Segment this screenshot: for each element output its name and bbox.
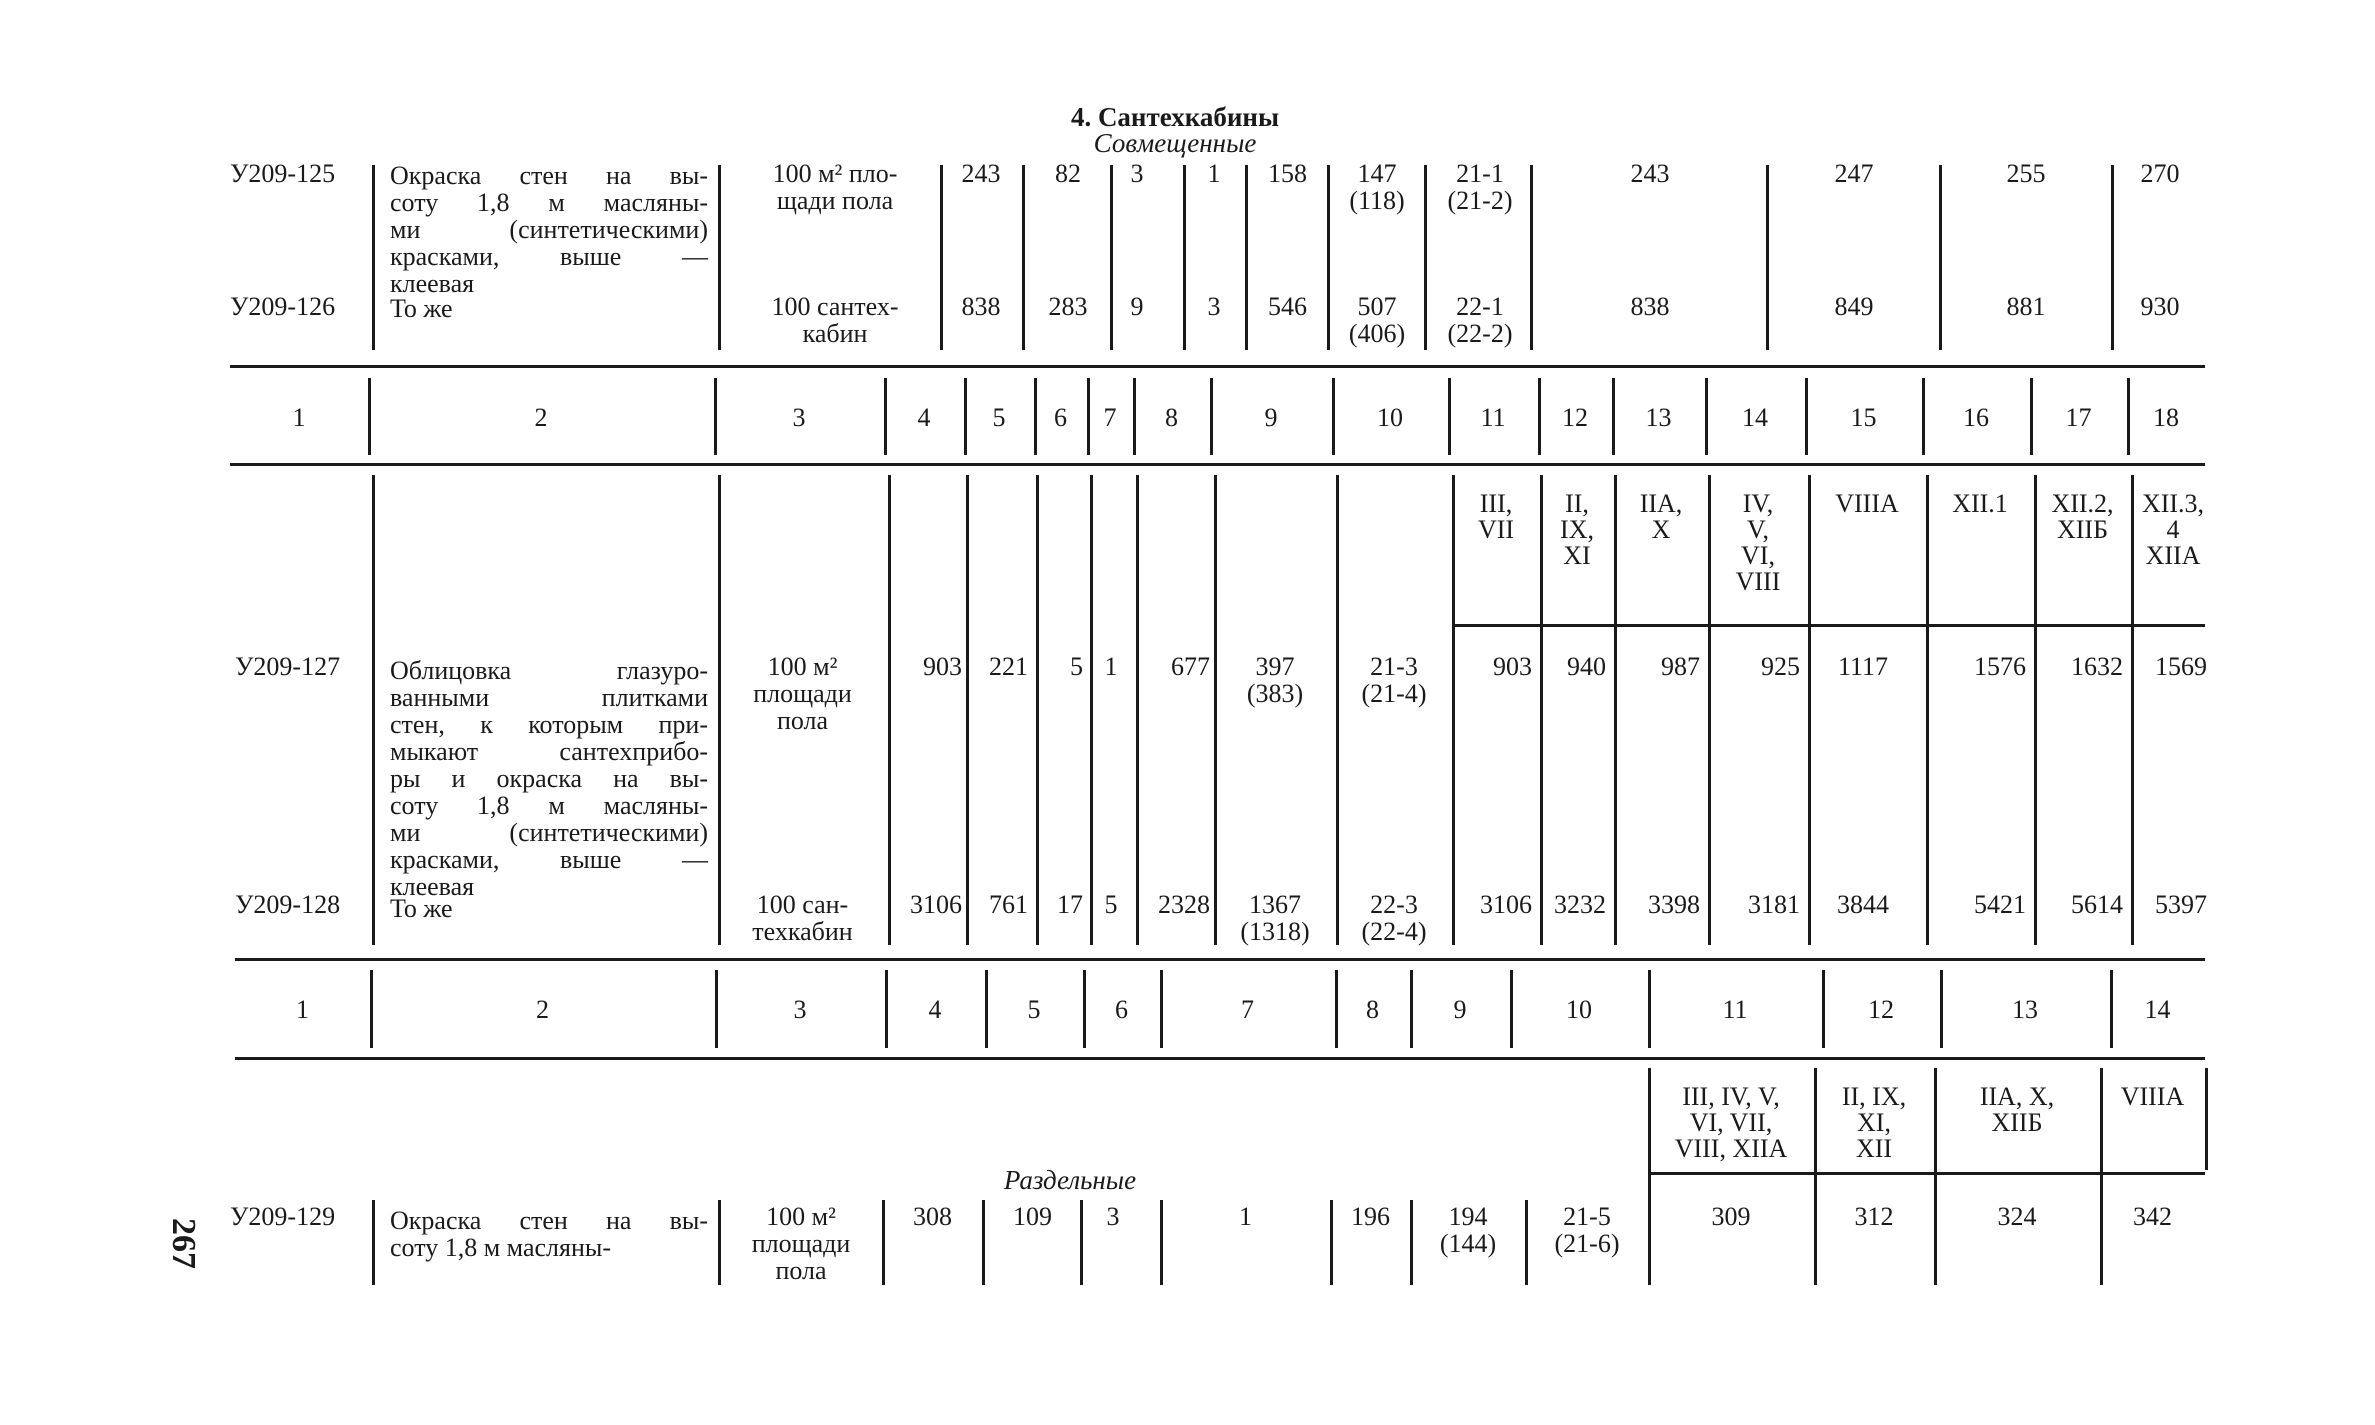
cell-c10: 22-3 [1370, 890, 1418, 919]
cell-zone-value: 3398 [1648, 890, 1700, 919]
zone-label: VIIIA [2120, 1082, 2185, 1111]
row-unit: 100 сан- [756, 890, 849, 919]
cell-zone-value: 5614 [2071, 890, 2123, 919]
column-divider [1766, 165, 1769, 350]
column-number: 16 [1963, 403, 1989, 432]
cell-c6: 3 [1130, 159, 1144, 188]
zone-label: II, [1565, 489, 1589, 518]
column-number: 5 [1027, 995, 1041, 1024]
cell-c5: 761 [989, 890, 1028, 919]
cell-c5: 109 [1013, 1202, 1052, 1231]
zone-label: XII.1 [1952, 489, 2008, 518]
row-description: То же [390, 894, 453, 923]
column-number: 4 [928, 995, 942, 1024]
cell-c8: 2328 [1158, 890, 1210, 919]
row-description: соту 1,8 м масляны- [390, 791, 708, 820]
column-divider [1424, 165, 1427, 350]
cell-c10: (21-6) [1554, 1229, 1620, 1258]
column-divider [714, 378, 717, 455]
row-code: У209-125 [230, 159, 336, 188]
column-divider [1133, 378, 1136, 455]
row-description: соту 1,8 м масляны- [390, 188, 708, 217]
cell-c10: 21-3 [1370, 652, 1418, 681]
table-rule [235, 1057, 2205, 1060]
column-number: 4 [917, 403, 931, 432]
table-rule [1650, 1172, 2205, 1175]
column-divider [1448, 378, 1451, 455]
column-number: 10 [1377, 403, 1403, 432]
row-description: То же [390, 294, 453, 323]
column-number: 2 [536, 995, 549, 1024]
zone-label: VIIIA [1835, 489, 1899, 518]
row-description: Окраска стен на вы- [390, 1206, 708, 1235]
column-number: 2 [534, 403, 548, 432]
row-description: ми (синтетическими) [390, 818, 708, 847]
column-divider [884, 378, 887, 455]
cell-zone-value: 1117 [1837, 652, 1889, 681]
row-description: клеевая [390, 872, 475, 901]
column-divider [964, 378, 967, 455]
column-number: 15 [1850, 403, 1877, 432]
zone-label: XII [1855, 1134, 1893, 1163]
zone-label: IIA, [1639, 489, 1683, 518]
column-number: 3 [793, 995, 807, 1024]
row-unit: 100 м² [766, 1202, 836, 1231]
zone-label: XIIБ [1991, 1108, 2043, 1137]
column-divider [888, 475, 891, 945]
cell-c10: (21-2) [1447, 186, 1513, 215]
table-rule [235, 958, 2205, 961]
cell-zone-value: 3106 [1480, 890, 1532, 919]
column-divider [2127, 378, 2130, 455]
column-divider [718, 165, 721, 350]
zone-label: VI, [1741, 541, 1775, 570]
cell-c7: 1 [1239, 1202, 1252, 1231]
section-subtitle-separate: Раздельные [1003, 1165, 1137, 1195]
column-divider [1530, 165, 1533, 350]
column-divider [1940, 970, 1943, 1048]
cell-c5: 221 [989, 652, 1028, 681]
column-number: 11 [1722, 995, 1748, 1024]
zone-label: IV, [1742, 489, 1774, 518]
cell-c4: 903 [923, 652, 962, 681]
column-divider [966, 475, 969, 945]
column-divider [1214, 475, 1217, 945]
column-divider [372, 165, 375, 350]
cell-c8: 677 [1171, 652, 1210, 681]
cell-c6: 17 [1057, 890, 1083, 919]
cell-c10: (22-4) [1361, 917, 1427, 946]
table-rule [230, 365, 2205, 368]
column-divider [1510, 970, 1513, 1048]
column-divider [1332, 378, 1335, 455]
cell-c8: 546 [1268, 292, 1307, 321]
column-divider [1452, 475, 1455, 945]
cell-c4: 243 [961, 159, 1001, 188]
column-divider [1083, 970, 1086, 1048]
column-divider [718, 1200, 721, 1285]
cell-zone-value: 925 [1761, 652, 1800, 681]
cell-c9: (383) [1246, 679, 1304, 708]
zone-label: XII.2, [2051, 489, 2114, 518]
row-unit: пола [776, 706, 829, 735]
column-divider [1926, 475, 1929, 945]
column-divider [1022, 165, 1025, 350]
row-code: У209-127 [235, 652, 341, 681]
column-number: 18 [2153, 403, 2179, 432]
cell-c7: 5 [1104, 890, 1118, 919]
cell-zone-value: 930 [2140, 292, 2180, 321]
column-divider [1538, 378, 1541, 455]
column-number: 6 [1054, 403, 1067, 432]
section-subtitle-combined: Совмещенные [1093, 128, 1257, 158]
column-divider [1335, 970, 1338, 1048]
row-code: У209-126 [230, 292, 336, 321]
column-divider [1036, 475, 1039, 945]
cell-c6: 5 [1070, 652, 1083, 681]
column-divider [940, 165, 943, 350]
column-number: 13 [1645, 403, 1672, 432]
zone-label: II, IX, [1841, 1082, 1907, 1111]
row-code: У209-129 [230, 1202, 336, 1231]
column-divider [715, 970, 718, 1048]
row-description: Окраска стен на вы- [390, 161, 708, 190]
column-divider [1922, 378, 1925, 455]
cell-zone-value: 1569 [2155, 652, 2207, 681]
cell-c9: (1318) [1240, 917, 1310, 946]
cell-zone-value: 247 [1834, 159, 1874, 188]
column-divider [1183, 165, 1186, 350]
row-unit: пола [775, 1256, 827, 1285]
cell-c10: 21-5 [1563, 1202, 1611, 1231]
cell-c6: 3 [1106, 1202, 1120, 1231]
section-title: 4. Сантехкабины [1070, 102, 1280, 132]
column-divider [1087, 378, 1090, 455]
column-divider [1327, 165, 1330, 350]
column-number: 9 [1264, 403, 1278, 432]
zone-label: III, IV, V, [1682, 1082, 1780, 1111]
column-number: 8 [1165, 403, 1178, 432]
column-divider [1410, 970, 1413, 1048]
zone-label: VI, VII, [1689, 1108, 1773, 1137]
cell-c7: 1 [1207, 159, 1221, 188]
row-unit: щади пола [776, 186, 894, 215]
cell-c6: 9 [1130, 292, 1144, 321]
cell-c10: (21-4) [1361, 679, 1427, 708]
table-rule [230, 463, 2205, 466]
cell-c7: 1 [1104, 652, 1118, 681]
zone-label: XIIБ [2056, 515, 2109, 544]
column-number: 12 [1868, 995, 1894, 1024]
cell-zone-value: 270 [2140, 159, 2180, 188]
row-unit: техкабин [752, 917, 853, 946]
cell-c9: 397 [1255, 652, 1295, 681]
column-divider [1939, 165, 1942, 350]
column-number: 9 [1453, 995, 1467, 1024]
cell-zone-value: 1632 [2071, 652, 2123, 681]
column-number: 7 [1103, 403, 1117, 432]
column-divider [368, 378, 371, 455]
column-divider [885, 970, 888, 1048]
cell-c8: 158 [1268, 159, 1307, 188]
cell-zone-value: 849 [1834, 292, 1874, 321]
column-divider [1705, 378, 1708, 455]
cell-c7: 3 [1207, 292, 1221, 321]
column-number: 17 [2065, 403, 2092, 432]
zone-label: X [1651, 515, 1671, 544]
row-description: соту 1,8 м масляны- [390, 1233, 611, 1262]
cell-c8: 196 [1351, 1202, 1390, 1231]
column-divider [1805, 378, 1808, 455]
column-divider [2030, 378, 2033, 455]
cell-zone-value: 903 [1493, 652, 1532, 681]
table-rule [1455, 624, 2205, 627]
zone-label: XI [1563, 541, 1591, 570]
row-description: красками, выше — [390, 242, 708, 271]
cell-c9: 1367 [1249, 890, 1301, 919]
column-divider [2111, 165, 2114, 350]
cell-zone-value: 3181 [1748, 890, 1800, 919]
zone-label: III, [1479, 489, 1513, 518]
zone-label: XIIA [2145, 541, 2201, 570]
zone-label: VIII, XIIA [1674, 1134, 1788, 1163]
column-number: 3 [792, 403, 806, 432]
column-divider [372, 475, 375, 945]
cell-zone-value: 3844 [1837, 890, 1889, 919]
cell-c9: 194 [1448, 1202, 1488, 1231]
row-description: стен, к которым при- [390, 710, 708, 739]
row-description: ми (синтетическими) [390, 215, 708, 244]
cell-c9: 147 [1357, 159, 1397, 188]
cell-zone-value: 5421 [1974, 890, 2026, 919]
zone-label: XII.3, [2141, 489, 2205, 518]
column-divider [1245, 165, 1248, 350]
column-number: 14 [1742, 403, 1768, 432]
zone-label: V, [1747, 515, 1769, 544]
column-divider [372, 1200, 375, 1285]
row-unit: площади [753, 679, 852, 708]
column-number: 12 [1562, 403, 1588, 432]
cell-zone-value: 255 [2006, 159, 2046, 188]
row-unit: 100 м² [767, 652, 838, 681]
cell-zone-value: 1576 [1974, 652, 2026, 681]
column-divider [1614, 475, 1617, 945]
row-unit: 100 м² пло- [772, 159, 898, 188]
cell-c5: 82 [1055, 159, 1081, 188]
row-description: ры и окраска на вы- [390, 764, 708, 793]
cell-c4: 308 [913, 1202, 952, 1231]
cell-zone-value: 5397 [2155, 890, 2207, 919]
column-divider [2034, 475, 2037, 945]
column-number: 10 [1566, 995, 1592, 1024]
cell-zone-value: 309 [1711, 1202, 1751, 1231]
column-divider [2110, 970, 2113, 1048]
cell-zone-value: 324 [1997, 1202, 2037, 1231]
column-number: 13 [2012, 995, 2038, 1024]
row-description: ванными плитками [390, 683, 708, 712]
cell-zone-value: 838 [1630, 292, 1670, 321]
zone-label: IIA, X, [1979, 1082, 2055, 1111]
column-number: 6 [1115, 995, 1128, 1024]
cell-zone-value: 987 [1661, 652, 1700, 681]
column-divider [1110, 165, 1113, 350]
row-unit: площади [751, 1229, 851, 1258]
cell-zone-value: 312 [1854, 1202, 1894, 1231]
column-number: 1 [292, 403, 306, 432]
row-code: У209-128 [235, 890, 341, 919]
column-divider [2205, 1068, 2208, 1170]
cell-c9: (118) [1349, 186, 1405, 215]
cell-zone-value: 342 [2133, 1202, 2172, 1231]
column-divider [1648, 970, 1651, 1048]
cell-c10: 21-1 [1456, 159, 1504, 188]
cell-zone-value: 243 [1630, 159, 1670, 188]
cell-c10: 22-1 [1456, 292, 1504, 321]
zone-label: VII [1477, 515, 1515, 544]
zone-label: 4 [2166, 515, 2180, 544]
page-number: 267 [165, 1218, 202, 1269]
column-number: 14 [2144, 995, 2171, 1024]
cell-c4: 3106 [910, 890, 962, 919]
cell-c4: 838 [961, 292, 1001, 321]
column-divider [1822, 970, 1825, 1048]
row-description: красками, выше — [390, 845, 708, 874]
column-divider [1210, 378, 1213, 455]
zone-label: IX, [1560, 515, 1594, 544]
row-description: клеевая [390, 269, 475, 298]
cell-c10: (22-2) [1447, 319, 1513, 348]
column-divider [1612, 378, 1615, 455]
column-divider [1336, 475, 1339, 945]
column-divider [370, 970, 373, 1048]
cell-zone-value: 881 [2006, 292, 2046, 321]
zone-label: XI, [1857, 1108, 1891, 1137]
column-divider [1160, 970, 1163, 1048]
cell-c9: (406) [1348, 319, 1406, 348]
cell-zone-value: 3232 [1554, 890, 1606, 919]
cell-c5: 283 [1048, 292, 1088, 321]
column-divider [1136, 475, 1139, 945]
column-number: 7 [1241, 995, 1254, 1024]
cell-zone-value: 940 [1567, 652, 1606, 681]
row-unit: кабин [802, 319, 868, 348]
cell-c9: (144) [1439, 1229, 1497, 1258]
column-divider [1034, 378, 1037, 455]
row-description: Облицовка глазуро- [390, 656, 708, 685]
row-unit: 100 сантех- [771, 292, 899, 321]
column-number: 8 [1366, 995, 1379, 1024]
column-number: 5 [992, 403, 1006, 432]
column-divider [985, 970, 988, 1048]
column-number: 1 [296, 995, 309, 1024]
column-divider [1808, 475, 1811, 945]
zone-label: VIII [1735, 567, 1781, 596]
row-description: мыкают сантехприбо- [390, 737, 708, 766]
column-divider [1090, 475, 1093, 945]
cell-c9: 507 [1357, 292, 1397, 321]
column-number: 11 [1480, 403, 1506, 432]
